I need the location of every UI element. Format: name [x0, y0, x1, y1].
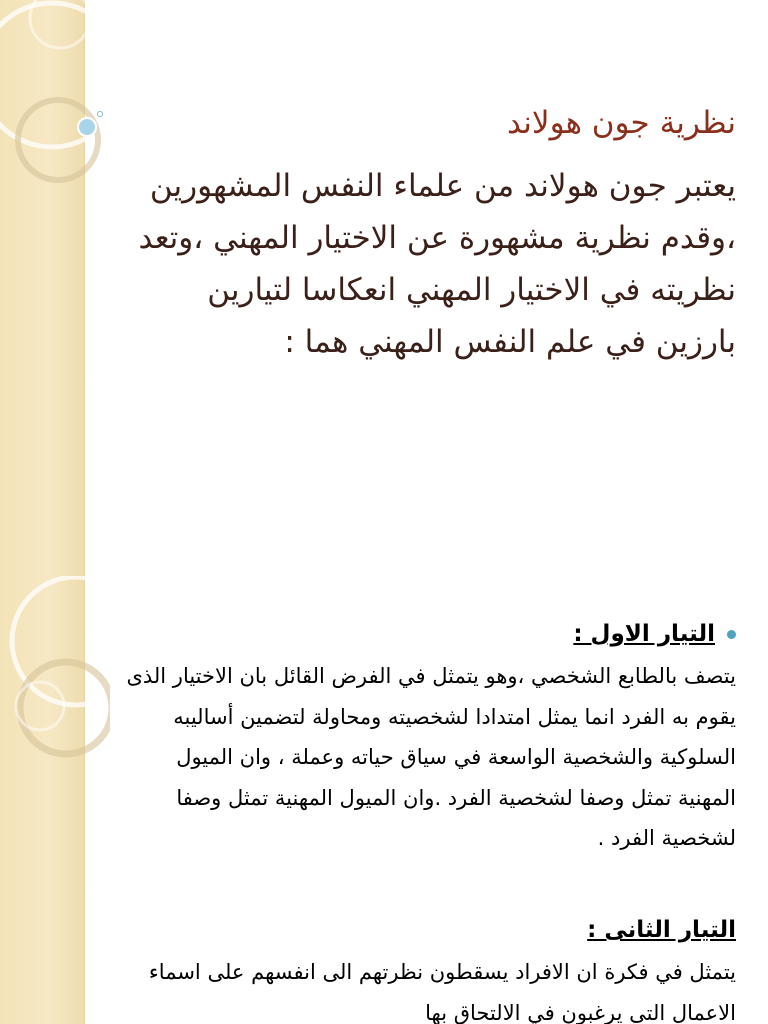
decorative-side-band — [0, 576, 85, 1024]
bullet-icon — [727, 630, 736, 639]
section-heading-row — [126, 616, 736, 652]
decorative-side-band — [0, 0, 85, 576]
section-heading-row — [126, 912, 736, 948]
section-heading: التيار الاول : — [573, 621, 715, 647]
section-paragraph: يتصف بالطابع الشخصي ،وهو يتمثل في الفرض القائل بان الاختيار الذى يقوم به الفرد انما يمثل امتدادا لشخصيته ومحاولة لتضمين أساليبه السلوكية والشخصية الواسعة في سياق حياته وعملة ، وان الميول المهنية تمثل وصفا لشخصية الفرد .وان الميول المهنية تمثل وصفا لشخصية الفرد . — [126, 664, 736, 850]
decorative-rings-icon — [0, 576, 110, 1024]
slide-title: نظرية جون هولاند — [506, 105, 736, 141]
section-first-current — [126, 616, 736, 859]
section-paragraph: يتمثل في فكرة ان الافراد يسقطون نظرتهم الى انفسهم على اسماء الاعمال التى يرغبون في الالتحاق بها — [148, 960, 736, 1024]
slide-body-text: يعتبر جون هولاند من علماء النفس المشهورين ،وقدم نظرية مشهورة عن الاختيار المهني ،وتعد نظريته في الاختيار المهني انعكاسا لتيارين بارزين في علم النفس المهني هما : — [138, 168, 736, 360]
section-second-current — [126, 912, 736, 1024]
decorative-rings-icon — [0, 0, 110, 576]
slide-2 — [0, 576, 768, 1024]
section-heading: التيار الثانى : — [587, 917, 736, 943]
